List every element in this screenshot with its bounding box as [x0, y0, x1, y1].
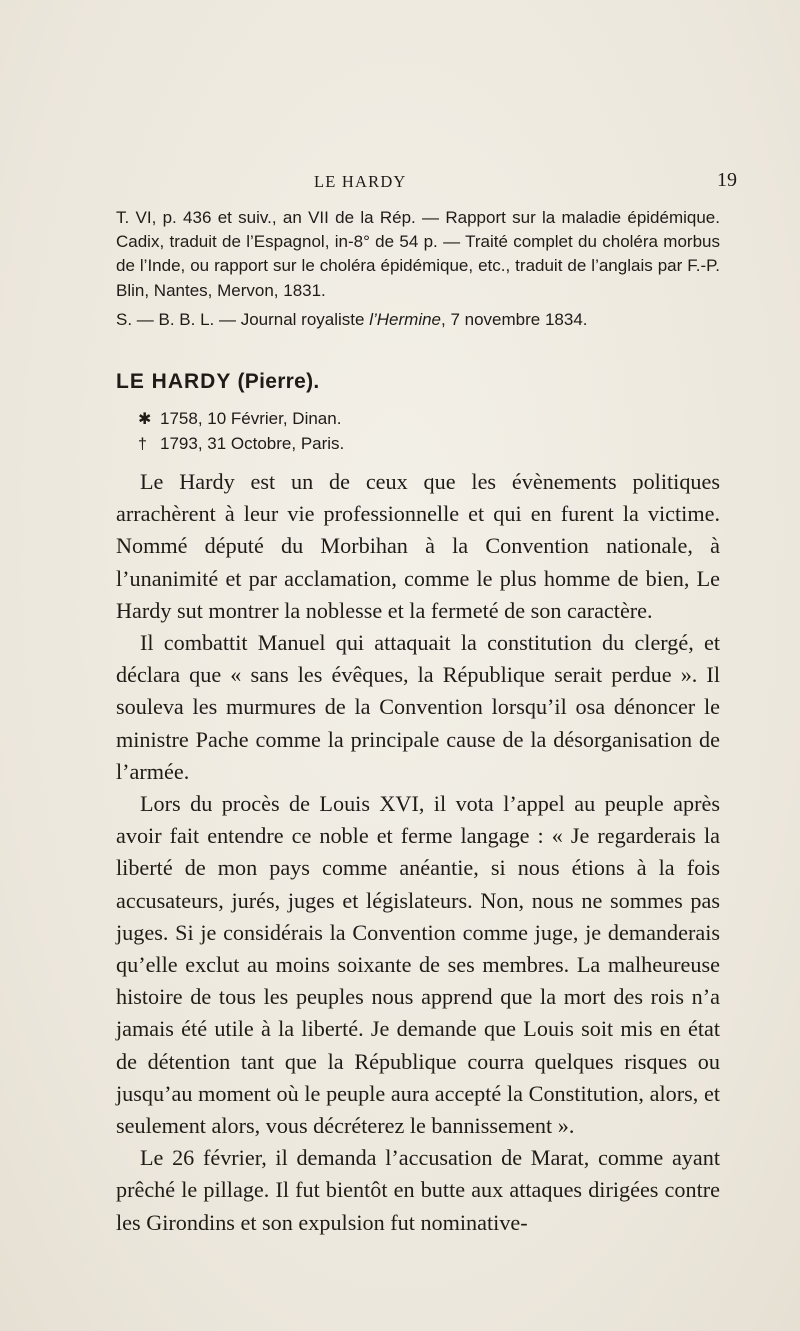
paragraph: Le 26 février, il demanda l’accusation de Marat, comme ayant prêché le pillage. Il fut bientôt en butte aux attaques dirigées contre les Girondins et son expulsion fut nominative-	[116, 1145, 720, 1235]
reference-t-text: T. VI, p. 436 et suiv., an VII de la Rép. — Rapport sur la maladie épidémique. Cadix, traduit de l’Espagnol, in-8° de 54 p. — Traité complet du choléra morbus de l’Inde, ou rapport sur le choléra épidémique, etc., traduit de l’anglais par F.-P. Blin, Nantes, Mervon, 1831.	[116, 208, 720, 300]
entry-heading	[116, 370, 320, 394]
reference-s-text	[116, 308, 720, 332]
biography-text	[116, 466, 720, 1239]
reference-s-entry	[116, 308, 720, 332]
reference-t-entry	[116, 206, 720, 303]
death-line	[138, 433, 344, 455]
page-number: 19	[717, 169, 737, 191]
reference-s-prefix: S. — B. B. L. — Journal royaliste	[116, 310, 370, 329]
paragraph: Lors du procès de Louis XVI, il vota l’appel au peuple après avoir fait entendre ce noble et ferme langage : « Je regarderais la liberté de mon pays comme anéantie, si nous étions à la fois accusateurs, jurés, juges et législateurs. Non, nous ne sommes pas juges. Si je considérais la Convention comme juge, je demanderais qu’elle exclut au moins soixante de ses membres. La malheureuse histoire de tous les peuples nous apprend que la mort des rois n’a jamais été utile à la liberté. Je demande que Louis soit mis en état de détention tant que la République courra quelques risques ou jusqu’au moment où le peuple aura accepté la Constitution, alors, et seulement alors, vous décréterez le bannissement ».	[116, 791, 720, 1139]
paragraph: Le Hardy est un de ceux que les évènements politiques arrachèrent à leur vie professionnelle et qui en furent la victime. Nommé député du Morbihan à la Convention nationale, à l’unanimité et par acclamation, comme le plus homme de bien, Le Hardy sut montrer la noblesse et la fermeté de son caractère.	[116, 469, 720, 623]
birth-line	[138, 408, 341, 430]
death-text: 1793, 31 Octobre, Paris.	[160, 434, 345, 453]
entry-surname: LE HARDY	[116, 370, 232, 393]
running-title: LE HARDY	[314, 172, 407, 191]
reference-s-suffix: , 7 novembre 1834.	[441, 310, 588, 329]
journal-title: l’Hermine	[369, 310, 442, 329]
running-head	[0, 169, 800, 196]
death-dagger-icon: †	[138, 436, 147, 453]
birth-star-icon: ✱	[138, 411, 152, 428]
entry-given-name: (Pierre).	[231, 370, 320, 393]
birth-text: 1758, 10 Février, Dinan.	[160, 409, 342, 428]
paragraph: Il combattit Manuel qui attaquait la constitution du clergé, et déclara que « sans les évêques, la République serait perdue ». Il souleva les murmures de la Convention lorsqu’il osa dénoncer le ministre Pache comme la principale cause de la désorganisation de l’armée.	[116, 630, 720, 784]
